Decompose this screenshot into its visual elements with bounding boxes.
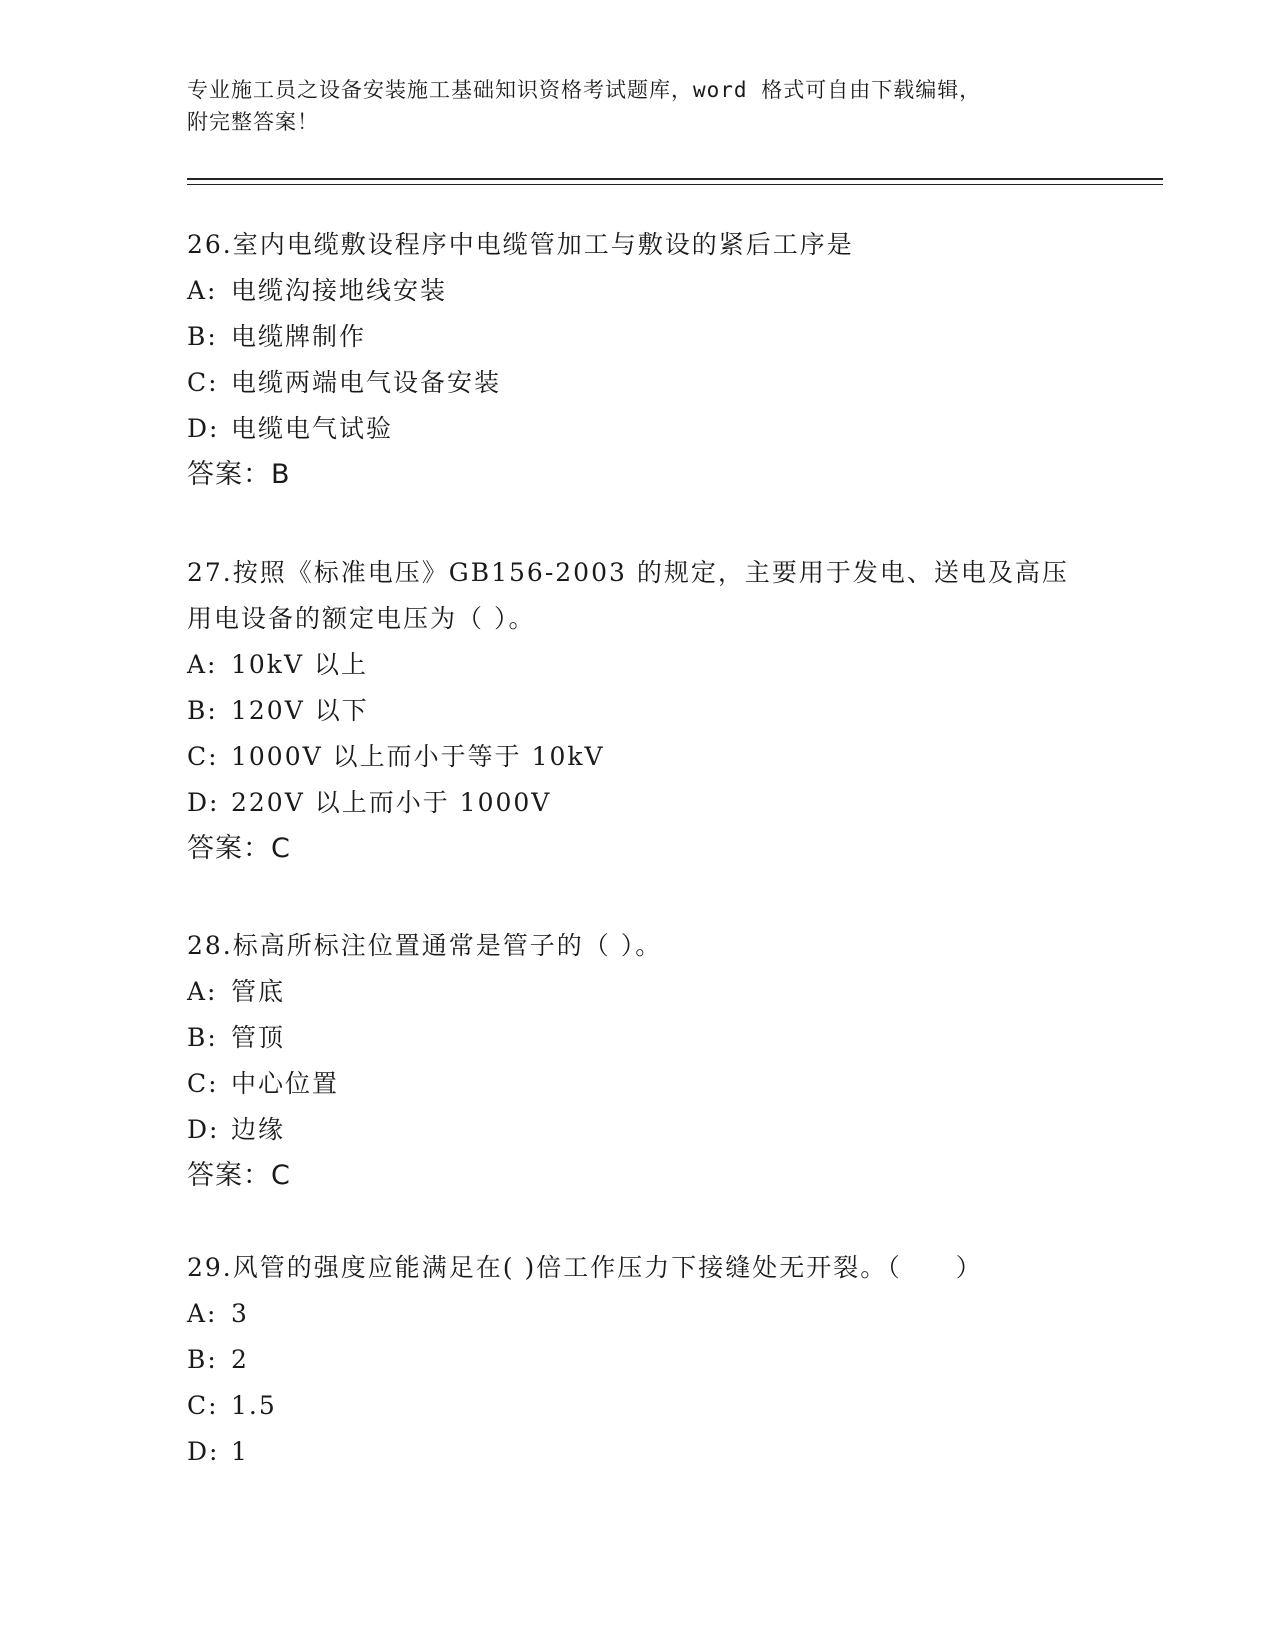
option-key: B:: [187, 696, 218, 725]
option-c: [187, 360, 1087, 406]
header-line-1: 专业施工员之设备安装施工基础知识资格考试题库，word 格式可自由下载编辑，: [187, 78, 982, 102]
question-28: [187, 923, 1087, 1199]
question-29: [187, 1245, 1087, 1475]
option-text: 1000V 以上而小于等于 10kV: [231, 742, 605, 771]
option-c: [187, 1061, 1087, 1107]
option-key: B:: [187, 322, 218, 351]
option-key: B:: [187, 1023, 218, 1052]
option-key: D:: [187, 414, 220, 443]
question-stem: 29.风管的强度应能满足在( )倍工作压力下接缝处无开裂。（ ）: [187, 1253, 983, 1282]
option-text: 电缆沟接地线安装: [231, 276, 448, 305]
option-text: 电缆电气试验: [231, 414, 394, 443]
option-d: [187, 406, 1087, 452]
option-key: C:: [187, 1069, 219, 1098]
option-a: [187, 969, 1087, 1015]
option-key: B:: [187, 1345, 218, 1374]
header-divider-thick: [187, 178, 1163, 180]
option-c: [187, 1383, 1087, 1429]
option-text: 电缆两端电气设备安装: [231, 368, 502, 397]
option-key: C:: [187, 1391, 219, 1420]
option-c: [187, 734, 1087, 780]
answer: 答案：C: [187, 1160, 291, 1191]
option-d: [187, 1107, 1087, 1153]
option-d: [187, 1429, 1087, 1475]
option-key: C:: [187, 368, 219, 397]
question-27: [187, 550, 1087, 872]
option-b: [187, 1015, 1087, 1061]
option-text: 120V 以下: [231, 696, 369, 725]
option-key: D:: [187, 1437, 220, 1466]
option-text: 管底: [231, 977, 286, 1006]
option-text: 1.5: [231, 1391, 277, 1420]
option-b: [187, 314, 1087, 360]
option-b: [187, 688, 1087, 734]
option-text: 220V 以上而小于 1000V: [231, 788, 552, 817]
question-stem: 28.标高所标注位置通常是管子的（ ）。: [187, 931, 663, 960]
option-key: A:: [187, 650, 218, 679]
document-header: [187, 74, 1107, 138]
option-a: [187, 642, 1087, 688]
option-key: D:: [187, 788, 220, 817]
option-a: [187, 1291, 1087, 1337]
option-key: D:: [187, 1115, 220, 1144]
header-line-2: 附完整答案！: [187, 110, 319, 134]
question-stem: 26.室内电缆敷设程序中电缆管加工与敷设的紧后工序是: [187, 230, 854, 259]
option-key: A:: [187, 276, 218, 305]
option-key: A:: [187, 977, 218, 1006]
header-divider-thin: [187, 184, 1163, 185]
option-text: 中心位置: [231, 1069, 340, 1098]
option-key: C:: [187, 742, 219, 771]
question-26: [187, 222, 1087, 498]
option-text: 10kV 以上: [231, 650, 368, 679]
option-text: 管顶: [231, 1023, 286, 1052]
option-text: 电缆牌制作: [231, 322, 367, 351]
option-a: [187, 268, 1087, 314]
option-key: A:: [187, 1299, 218, 1328]
option-text: 边缘: [231, 1115, 286, 1144]
option-text: 1: [231, 1437, 249, 1466]
question-stem: 27.按照《标准电压》GB156-2003 的规定，主要用于发电、送电及高压用电设备的额定电压为（ ）。: [187, 558, 1069, 633]
option-b: [187, 1337, 1087, 1383]
answer: 答案：B: [187, 459, 291, 490]
option-text: 2: [231, 1345, 249, 1374]
option-d: [187, 780, 1087, 826]
answer: 答案：C: [187, 833, 291, 864]
option-text: 3: [231, 1299, 249, 1328]
